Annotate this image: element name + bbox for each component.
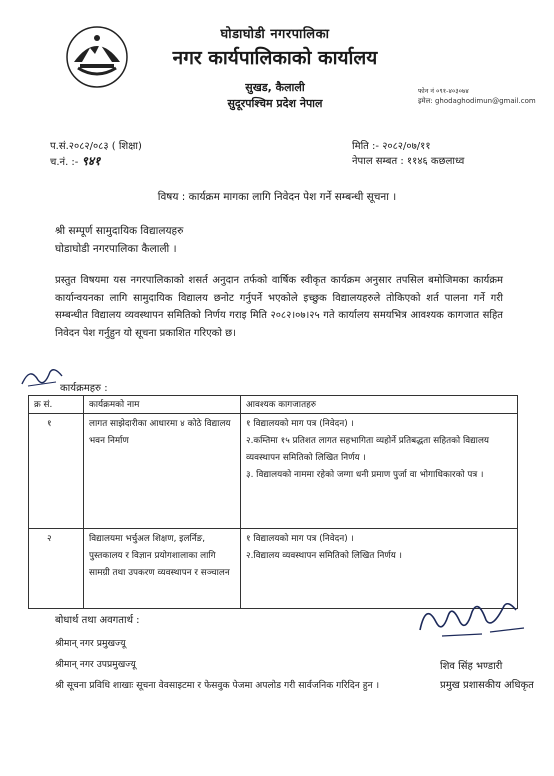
signatory-block	[440, 657, 534, 695]
row-sn: २	[29, 529, 84, 609]
header-sn: क्र सं.	[29, 396, 84, 414]
cc-list	[55, 633, 379, 696]
row-sn: १	[29, 414, 84, 529]
table-row	[29, 414, 518, 529]
signatory-name: शिव सिंह भण्डारी	[440, 661, 503, 672]
province-name: सुदूरपश्चिम प्रदेश नेपाल	[227, 97, 323, 110]
doc-item: ३. विद्यालयको नाममा रहेको जग्गा धनी प्रमाण पुर्जा वा भोगाधिकारको पत्र ।	[246, 470, 484, 480]
header-required-docs: आवश्यक कागजातहरु	[241, 396, 518, 414]
notice-body: प्रस्तुत विषयमा यस नगरपालिकाको शसर्त अनुदान तर्फको वार्षिक स्वीकृत कार्यक्रम अनुसार तपसिल बमोजिमका कार्यक्रम कार्यान्वयनका लागि सामुदायिक विद्यालय छनोट गर्नुपर्ने भएकोले इच्छुक विद्यालयहरुले तोकिएको शर्त पालना गर्ने गरी सम्बन्धीत विद्यालय व्यवस्थापन समितिको निर्णय गराइ मिति २०८२।०७।२५ गते कार्यालय समयभित्र आवश्यक कागजात सहित निवेदन पेश गर्नुहुन यो सूचना प्रकाशित गरिएको छ।	[55, 275, 503, 339]
doc-item: २.कम्तिमा १५ प्रतिशत लागत सहभागिता व्यहोर्ने प्रतिबद्धता सहितको विद्यालय व्यवस्थापन समितिको लिखित निर्णय ।	[246, 436, 490, 463]
row-docs	[241, 414, 518, 529]
nepal-sambat: नेपाल सम्बत : ११४६ कछलाध्व	[352, 156, 465, 167]
programs-table	[28, 395, 518, 609]
subject-line: विषय : कार्यक्रम मागका लागि निवेदन पेश गर्ने सम्बन्धी सूचना ।	[157, 191, 397, 203]
office-name: नगर कार्यपालिकाको कार्यालय	[172, 47, 378, 69]
recipient-line-1: श्री सम्पूर्ण सामुदायिक विद्यालयहरु	[55, 225, 184, 237]
chalani-line	[50, 154, 142, 170]
recipient-block	[55, 222, 183, 258]
nepal-emblem-logo	[62, 22, 132, 92]
contact-info	[418, 86, 536, 106]
header-program-name: कार्यक्रमको नाम	[84, 396, 241, 414]
signatory-title: प्रमुख प्रशासकीय अधिकृत	[440, 680, 534, 691]
reference-block	[50, 139, 142, 170]
patra-sankhya: प.सं.२०८२/०८३ ( शिक्षा)	[50, 141, 142, 152]
signature-image	[412, 592, 532, 642]
office-place: सुखड, कैलाली	[245, 81, 305, 94]
chalani-label: च.नं. :-	[50, 157, 79, 168]
phone-number: फोन नं ०९१-४०३०७४	[418, 87, 469, 95]
row-program-name: विद्यालयमा भर्चुअल शिक्षण, इलर्निङ, पुस्तकालय र विज्ञान प्रयोगशालाका लागि सामग्री तथा उपकरण व्यवस्थापन र सञ्चालन	[84, 529, 241, 609]
cc-item: श्रीमान् नगर उपप्रमुखज्यू	[55, 659, 136, 670]
recipient-line-2: घोडाघोडी नगरपालिका कैलाली ।	[55, 243, 177, 255]
cc-label: बोधार्थ तथा अवगतार्थ :	[55, 615, 140, 626]
chalani-number: ९४१	[81, 154, 101, 168]
doc-item: १ विद्यालयको माग पत्र (निवेदन) ।	[246, 419, 354, 429]
table-header-row	[29, 396, 518, 414]
row-program-name: लागत साझेदारीका आधारमा ४ कोठे विद्यालय भवन निर्माण	[84, 414, 241, 529]
cc-item: श्री सूचना प्रविधि शाखाः सूचना वेवसाइटमा र फेसवुक पेजमा अपलोड गरी सार्वजनिक गरिदिन हुन ।	[55, 680, 380, 691]
doc-item: २.विद्यालय व्यवस्थापन समितिको लिखित निर्णय ।	[246, 551, 402, 561]
municipality-name: घोडाघोडी नगरपालिका	[220, 27, 330, 42]
date-block	[352, 139, 464, 169]
doc-item: १ विद्यालयको माग पत्र (निवेदन) ।	[246, 534, 354, 544]
cc-item: श्रीमान् नगर प्रमुखज्यू	[55, 638, 126, 649]
letterhead	[150, 24, 400, 111]
issue-date: मिति :- २०८२/०७/११	[352, 141, 431, 152]
programs-label: कार्यक्रमहरु :	[60, 383, 108, 394]
email-address: इमेल: ghodaghodimun@gmail.com	[418, 97, 536, 105]
